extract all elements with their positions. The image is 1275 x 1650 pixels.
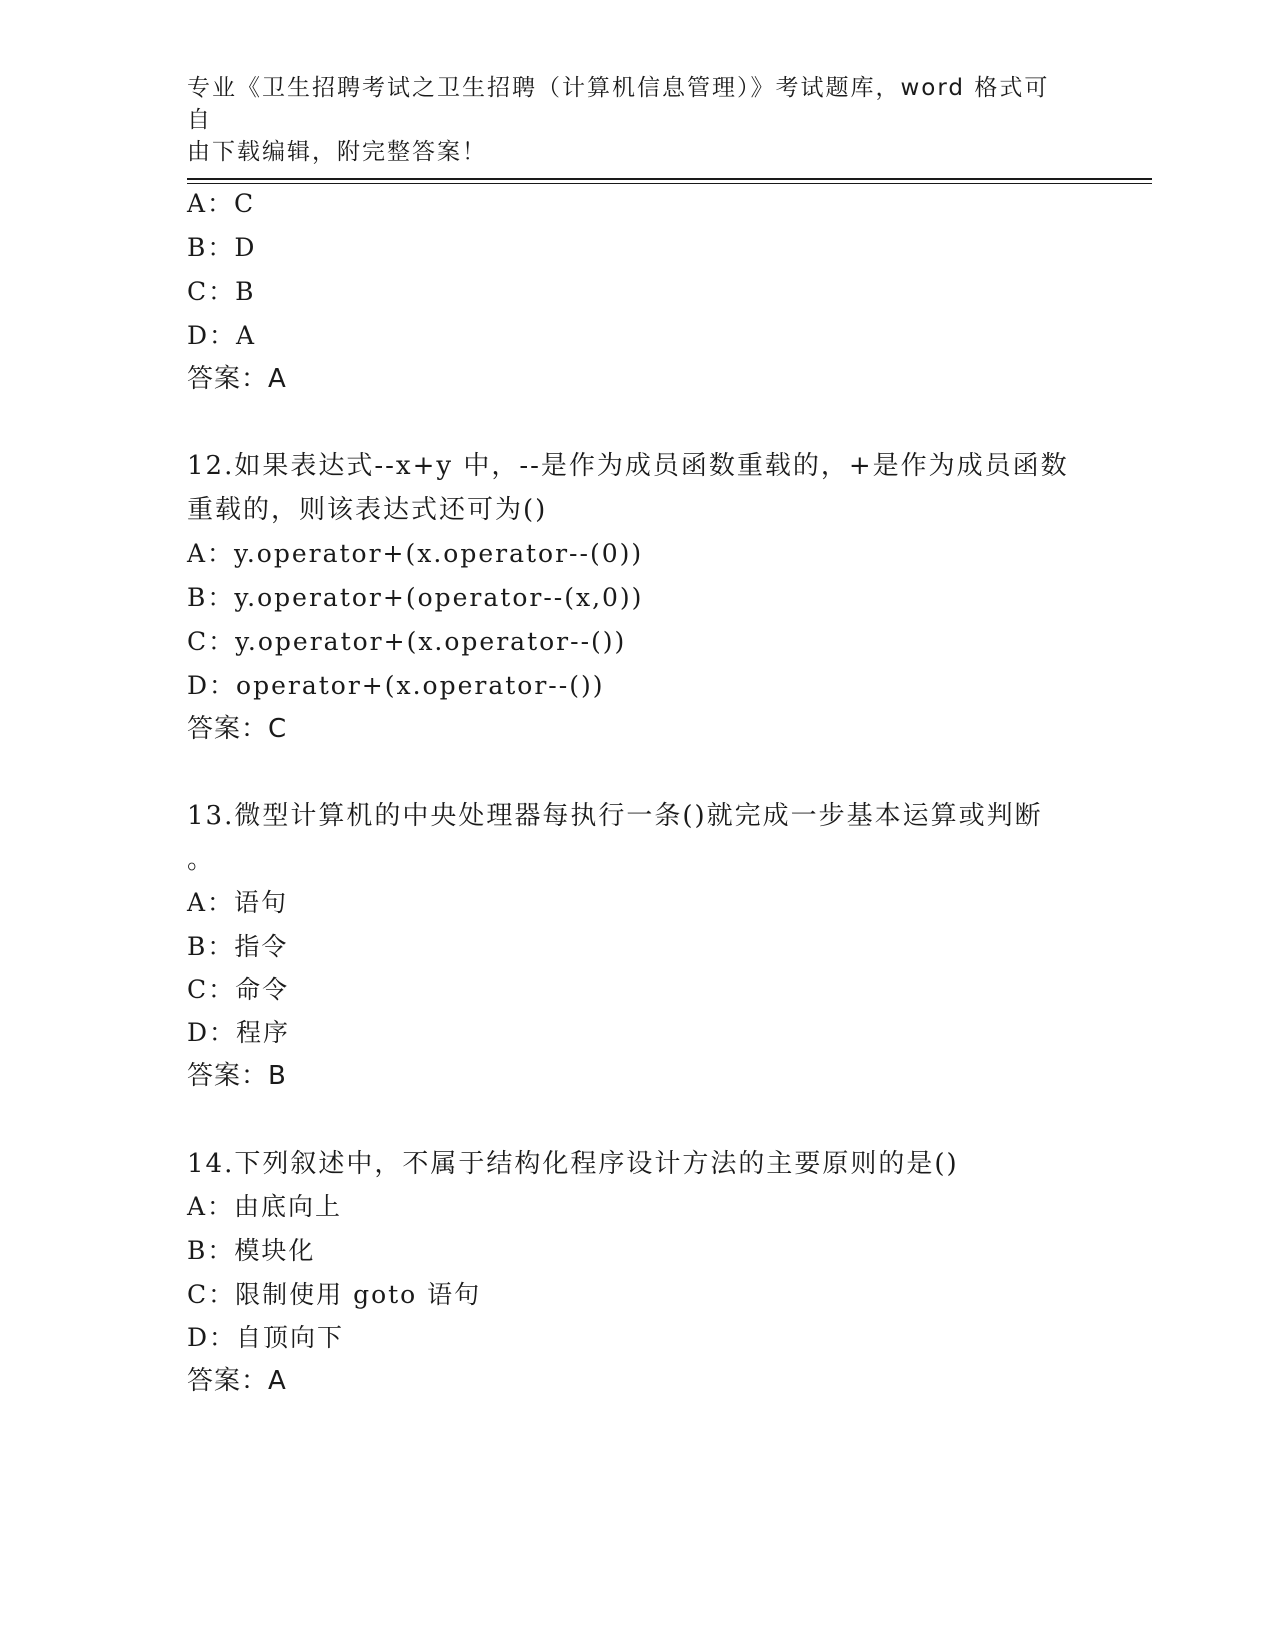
- q13-option-d: D：程序: [187, 1018, 291, 1047]
- document-header: [187, 72, 1067, 168]
- q14-stem-line-1: 14.下列叙述中，不属于结构化程序设计方法的主要原则的是(): [187, 1149, 959, 1179]
- q13-option-b: B：指令: [187, 932, 289, 961]
- header-line-1: 专业《卫生招聘考试之卫生招聘（计算机信息管理）》考试题库，word 格式可自: [187, 75, 1050, 133]
- q12-option-a: A：y.operator+(x.operator--(0)): [187, 539, 644, 568]
- q13-answer: 答案：B: [187, 1061, 287, 1091]
- prev-option-d: D：A: [187, 321, 257, 350]
- q14-option-d: D：自顶向下: [187, 1323, 345, 1352]
- q13-stem-line-1: 13.微型计算机的中央处理器每执行一条()就完成一步基本运算或判断: [187, 801, 1043, 831]
- q12-option-c: C：y.operator+(x.operator--()): [187, 627, 627, 656]
- header-line-2: 由下载编辑，附完整答案！: [187, 139, 487, 165]
- q14-answer: 答案：A: [187, 1366, 287, 1396]
- prev-option-b: B：D: [187, 233, 257, 262]
- q14-option-a: A：由底向上: [187, 1192, 343, 1221]
- q12-option-d: D：operator+(x.operator--()): [187, 671, 605, 700]
- q12-option-b: B：y.operator+(operator--(x,0)): [187, 583, 644, 612]
- q12-answer: 答案：C: [187, 714, 288, 744]
- q13-option-a: A：语句: [187, 888, 289, 917]
- q13-stem-line-2: 。: [187, 845, 216, 875]
- header-divider-thin: [187, 183, 1152, 184]
- q12-stem-line-1: 12.如果表达式--x+y 中，--是作为成员函数重载的，+是作为成员函数: [187, 451, 1069, 481]
- q14-option-b: B：模块化: [187, 1236, 316, 1265]
- prev-option-a: A：C: [187, 189, 256, 218]
- prev-option-c: C：B: [187, 277, 256, 306]
- header-divider-thick: [187, 178, 1152, 180]
- prev-answer: 答案：A: [187, 364, 287, 394]
- q12-stem-line-2: 重载的，则该表达式还可为(): [187, 495, 548, 525]
- q14-option-c: C：限制使用 goto 语句: [187, 1280, 482, 1309]
- q13-option-c: C：命令: [187, 975, 290, 1004]
